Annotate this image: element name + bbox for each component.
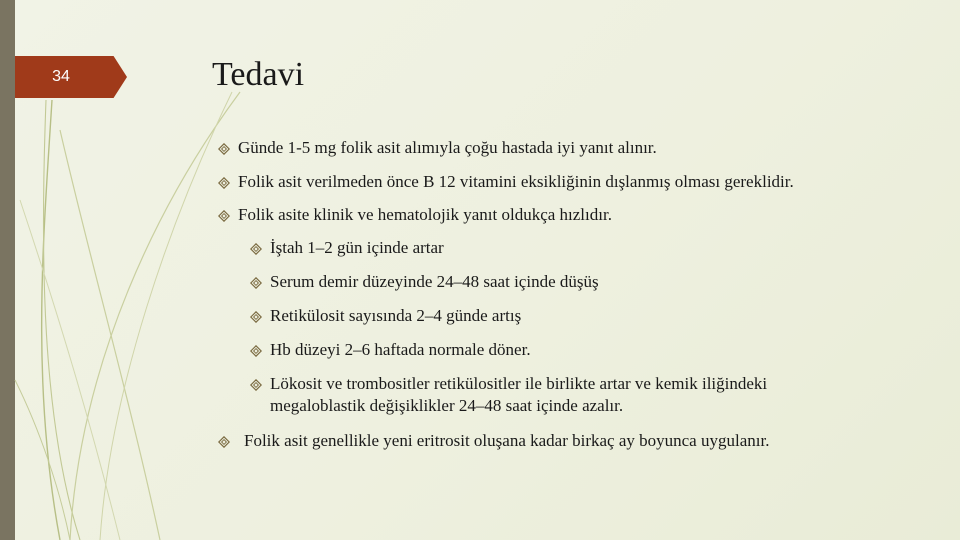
bullet-text: Folik asit verilmeden önce B 12 vitamini eksikliğinin dışlanmış olması gereklidir.	[238, 172, 794, 191]
bullet-item	[250, 271, 890, 293]
diamond-bullet-icon	[250, 277, 262, 289]
bullet-text: İştah 1–2 gün içinde artar	[270, 238, 444, 257]
slide-title: Tedavi	[212, 56, 305, 93]
bullet-item	[218, 204, 918, 226]
diamond-bullet-icon	[218, 177, 230, 189]
bullet-item	[218, 430, 938, 452]
slide-number: 34	[52, 68, 70, 85]
diamond-bullet-icon	[250, 243, 262, 255]
diamond-bullet-icon	[218, 143, 230, 155]
bullet-text: Folik asite klinik ve hematolojik yanıt oldukça hızlıdır.	[238, 205, 612, 224]
bullet-text: Folik asit genellikle yeni eritrosit oluşana kadar birkaç ay boyunca uygulanır.	[244, 431, 770, 450]
diamond-bullet-icon	[218, 210, 230, 222]
bullet-item	[250, 305, 890, 327]
diamond-bullet-icon	[218, 436, 230, 448]
diamond-bullet-icon	[250, 345, 262, 357]
bullet-item	[218, 137, 918, 159]
bullet-item	[250, 339, 890, 361]
bullet-text: Retikülosit sayısında 2–4 günde artış	[270, 306, 522, 325]
bullet-item	[218, 171, 938, 193]
bullet-text: Serum demir düzeyinde 24–48 saat içinde düşüş	[270, 272, 599, 291]
bullet-text: Lökosit ve trombositler retikülositler ile birlikte artar ve kemik iliğindeki megaloblastik değişiklikler 24–48 saat içinde azalır.	[270, 374, 768, 415]
bullet-item	[250, 237, 890, 259]
diamond-bullet-icon	[250, 379, 262, 391]
diamond-bullet-icon	[250, 311, 262, 323]
bullet-item	[250, 373, 850, 417]
bullet-text: Hb düzeyi 2–6 haftada normale döner.	[270, 340, 531, 359]
bullet-text: Günde 1-5 mg folik asit alımıyla çoğu hastada iyi yanıt alınır.	[238, 138, 657, 157]
